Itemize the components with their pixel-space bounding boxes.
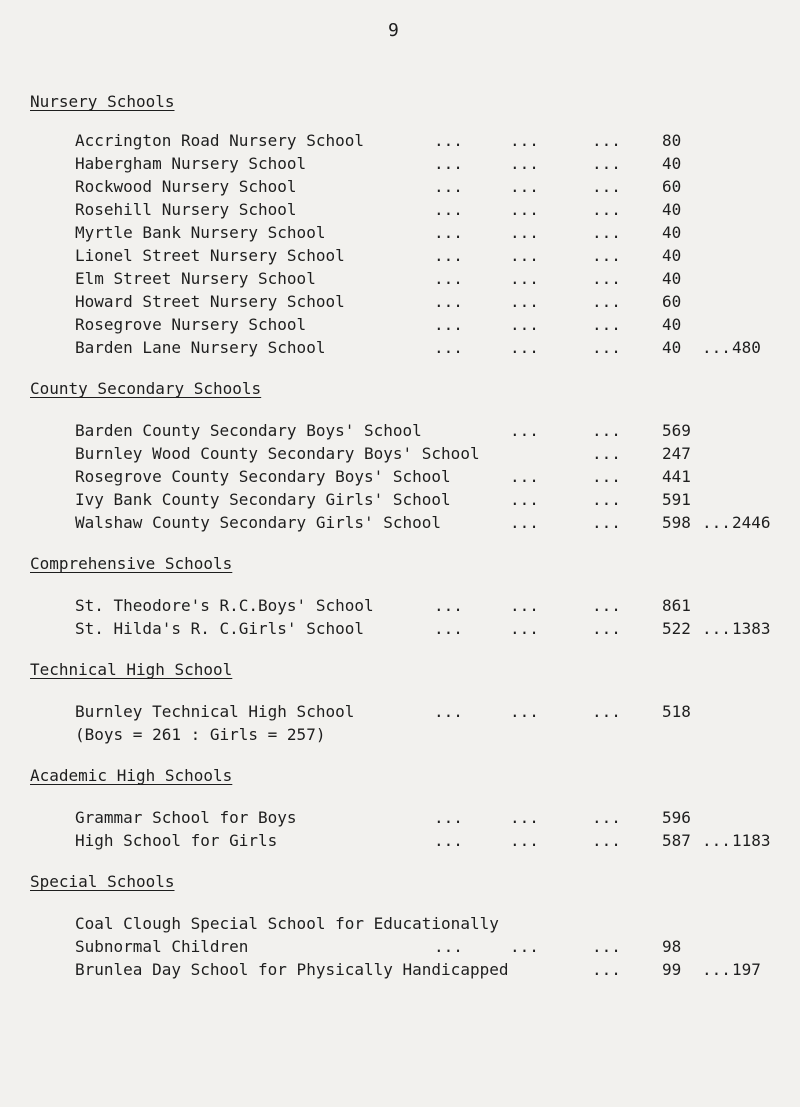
table-row (0, 490, 800, 510)
leader-dots: ... (510, 200, 539, 219)
pupil-count: 861 (662, 596, 691, 615)
leader-dots: ... (592, 131, 621, 150)
section-total: 480 (732, 338, 761, 357)
leader-dots: ... (434, 269, 463, 288)
leader-dots: ... (592, 937, 621, 956)
school-name: Rosegrove Nursery School (75, 315, 307, 334)
school-name: Myrtle Bank Nursery School (75, 223, 326, 242)
table-row (0, 154, 800, 174)
leader-dots: ... (434, 596, 463, 615)
leader-dots: ... (510, 490, 539, 509)
pupil-count: 40 (662, 338, 682, 357)
pupil-count: 40 (662, 269, 682, 288)
school-name: Grammar School for Boys (75, 808, 297, 827)
leader-dots: ... (434, 315, 463, 334)
leader-dots: ... (702, 831, 731, 850)
pupil-count: 98 (662, 937, 682, 956)
table-row (0, 596, 800, 616)
school-name: Howard Street Nursery School (75, 292, 345, 311)
school-name: Barden Lane Nursery School (75, 338, 326, 357)
table-row (0, 223, 800, 243)
table-row (0, 269, 800, 289)
leader-dots: ... (434, 619, 463, 638)
pupil-count: 441 (662, 467, 691, 486)
leader-dots: ... (592, 246, 621, 265)
table-row (0, 702, 800, 722)
school-name: High School for Girls (75, 831, 278, 850)
leader-dots: ... (510, 131, 539, 150)
leader-dots: ... (510, 808, 539, 827)
section-heading-technical: Technical High School (30, 660, 233, 679)
leader-dots: ... (592, 490, 621, 509)
leader-dots: ... (510, 702, 539, 721)
leader-dots: ... (592, 292, 621, 311)
leader-dots: ... (592, 831, 621, 850)
leader-dots: ... (592, 315, 621, 334)
pupil-count: 60 (662, 292, 682, 311)
school-name: Rosegrove County Secondary Boys' School (75, 467, 451, 486)
leader-dots: ... (434, 292, 463, 311)
leader-dots: ... (592, 467, 621, 486)
gender-breakdown: (Boys = 261 : Girls = 257) (75, 725, 326, 744)
leader-dots: ... (434, 808, 463, 827)
table-row (0, 467, 800, 487)
section-heading-special: Special Schools (30, 872, 175, 891)
table-row (0, 200, 800, 220)
table-row (0, 725, 800, 745)
leader-dots: ... (510, 421, 539, 440)
leader-dots: ... (592, 154, 621, 173)
pupil-count: 569 (662, 421, 691, 440)
leader-dots: ... (702, 513, 731, 532)
pupil-count: 591 (662, 490, 691, 509)
leader-dots: ... (510, 154, 539, 173)
school-name: Brunlea Day School for Physically Handicapped (75, 960, 509, 979)
leader-dots: ... (592, 177, 621, 196)
pupil-count: 247 (662, 444, 691, 463)
leader-dots: ... (434, 702, 463, 721)
leader-dots: ... (592, 200, 621, 219)
pupil-count: 40 (662, 315, 682, 334)
leader-dots: ... (592, 421, 621, 440)
table-row (0, 246, 800, 266)
school-name: Coal Clough Special School for Educationally (75, 914, 499, 933)
leader-dots: ... (510, 338, 539, 357)
leader-dots: ... (434, 246, 463, 265)
leader-dots: ... (434, 154, 463, 173)
table-row (0, 960, 800, 980)
leader-dots: ... (434, 831, 463, 850)
school-name: Rockwood Nursery School (75, 177, 297, 196)
school-name: Habergham Nursery School (75, 154, 307, 173)
leader-dots: ... (434, 131, 463, 150)
pupil-count: 518 (662, 702, 691, 721)
leader-dots: ... (510, 619, 539, 638)
leader-dots: ... (592, 338, 621, 357)
leader-dots: ... (510, 467, 539, 486)
section-total: 2446 (732, 513, 771, 532)
leader-dots: ... (510, 831, 539, 850)
table-row (0, 914, 800, 934)
leader-dots: ... (510, 177, 539, 196)
table-row (0, 338, 800, 358)
school-name: Ivy Bank County Secondary Girls' School (75, 490, 451, 509)
school-name: Barden County Secondary Boys' School (75, 421, 422, 440)
school-name-continued: Subnormal Children (75, 937, 249, 956)
leader-dots: ... (510, 596, 539, 615)
table-row (0, 444, 800, 464)
leader-dots: ... (592, 808, 621, 827)
leader-dots: ... (592, 444, 621, 463)
leader-dots: ... (510, 246, 539, 265)
table-row (0, 177, 800, 197)
leader-dots: ... (702, 960, 731, 979)
leader-dots: ... (592, 223, 621, 242)
leader-dots: ... (592, 619, 621, 638)
pupil-count: 596 (662, 808, 691, 827)
leader-dots: ... (592, 596, 621, 615)
leader-dots: ... (592, 269, 621, 288)
leader-dots: ... (702, 338, 731, 357)
leader-dots: ... (702, 619, 731, 638)
school-name: Walshaw County Secondary Girls' School (75, 513, 442, 532)
school-name: Lionel Street Nursery School (75, 246, 345, 265)
leader-dots: ... (434, 177, 463, 196)
school-name: St. Theodore's R.C.Boys' School (75, 596, 374, 615)
section-heading-academic: Academic High Schools (30, 766, 233, 785)
pupil-count: 587 (662, 831, 691, 850)
leader-dots: ... (510, 269, 539, 288)
section-heading-comprehensive: Comprehensive Schools (30, 554, 233, 573)
table-row (0, 292, 800, 312)
section-total: 197 (732, 960, 761, 979)
table-row (0, 619, 800, 639)
leader-dots: ... (434, 223, 463, 242)
leader-dots: ... (510, 937, 539, 956)
section-total: 1383 (732, 619, 771, 638)
leader-dots: ... (510, 513, 539, 532)
leader-dots: ... (434, 937, 463, 956)
school-name: St. Hilda's R. C.Girls' School (75, 619, 364, 638)
table-row (0, 315, 800, 335)
school-name: Elm Street Nursery School (75, 269, 316, 288)
pupil-count: 598 (662, 513, 691, 532)
table-row (0, 421, 800, 441)
leader-dots: ... (592, 702, 621, 721)
page-number: 9 (388, 20, 399, 41)
leader-dots: ... (592, 960, 621, 979)
table-row (0, 937, 800, 957)
section-heading-nursery: Nursery Schools (30, 92, 175, 111)
leader-dots: ... (592, 513, 621, 532)
table-row (0, 513, 800, 533)
pupil-count: 80 (662, 131, 682, 150)
leader-dots: ... (510, 223, 539, 242)
school-name: Rosehill Nursery School (75, 200, 297, 219)
section-total: 1183 (732, 831, 771, 850)
leader-dots: ... (434, 200, 463, 219)
pupil-count: 40 (662, 223, 682, 242)
pupil-count: 40 (662, 246, 682, 265)
section-heading-county-secondary: County Secondary Schools (30, 379, 262, 398)
pupil-count: 40 (662, 200, 682, 219)
leader-dots: ... (434, 338, 463, 357)
table-row (0, 131, 800, 151)
pupil-count: 60 (662, 177, 682, 196)
pupil-count: 99 (662, 960, 682, 979)
school-name: Burnley Technical High School (75, 702, 355, 721)
table-row (0, 808, 800, 828)
school-name: Burnley Wood County Secondary Boys' School (75, 444, 480, 463)
leader-dots: ... (510, 315, 539, 334)
school-name: Accrington Road Nursery School (75, 131, 364, 150)
leader-dots: ... (510, 292, 539, 311)
pupil-count: 40 (662, 154, 682, 173)
table-row (0, 831, 800, 851)
pupil-count: 522 (662, 619, 691, 638)
